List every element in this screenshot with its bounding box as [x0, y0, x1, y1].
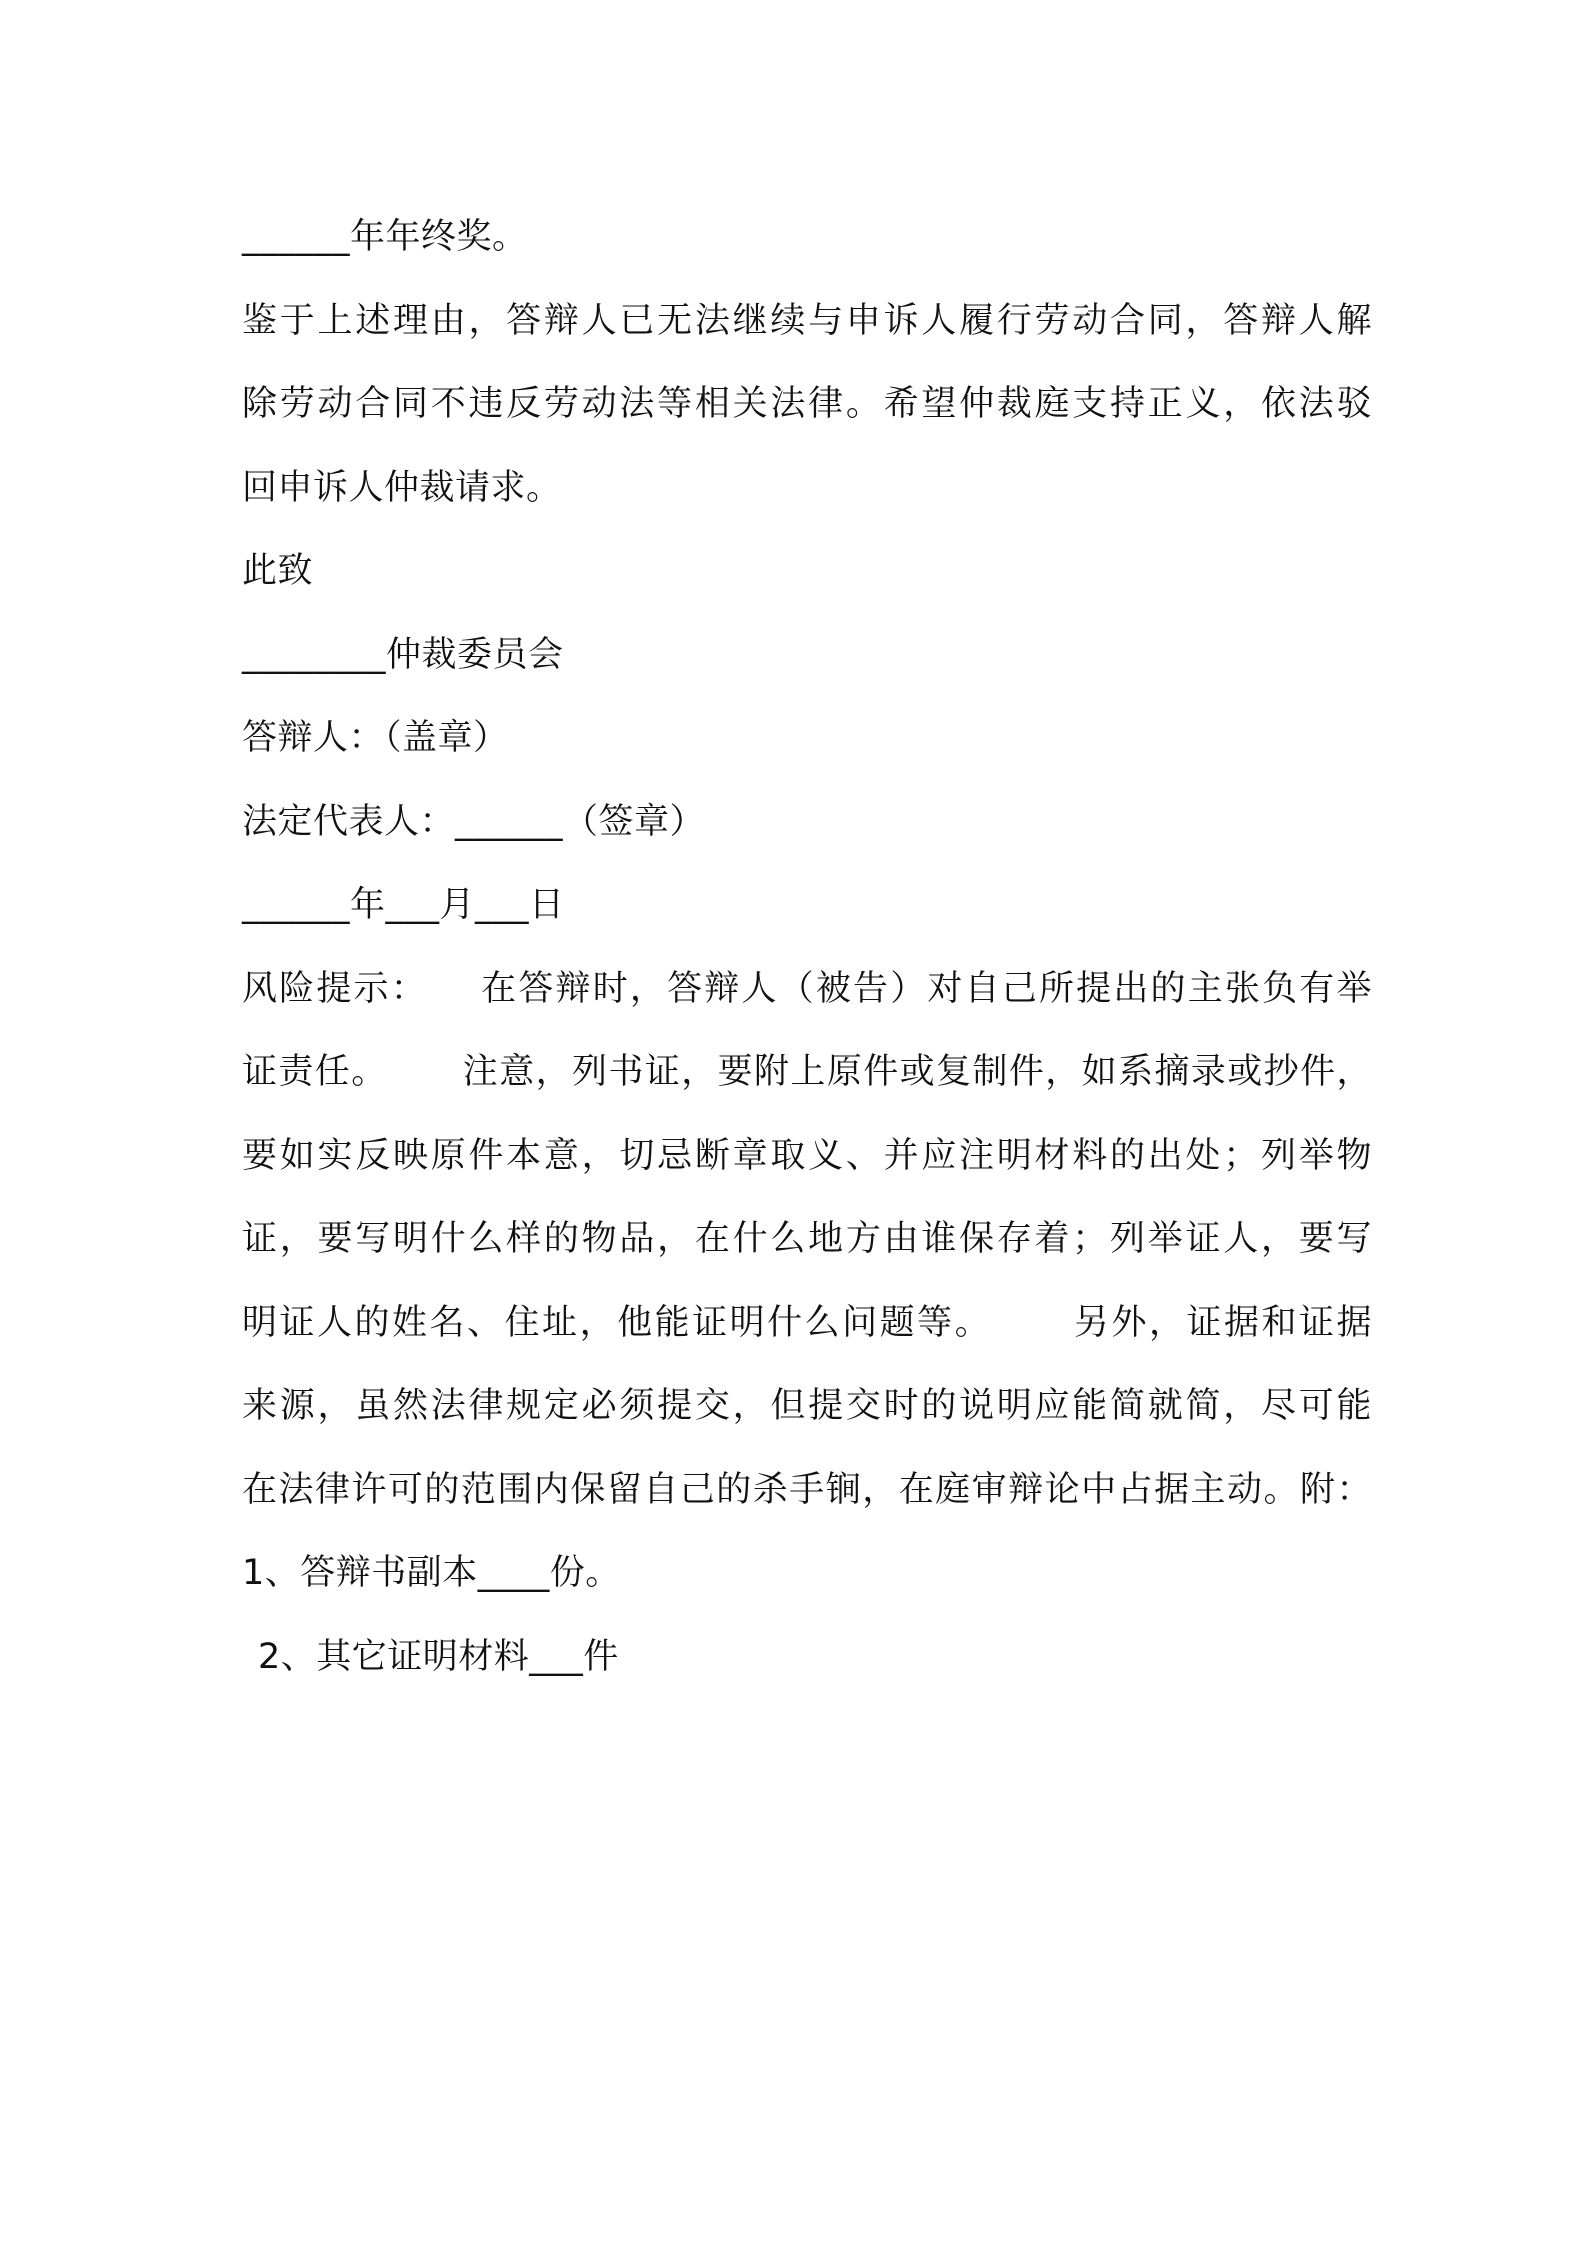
date-line: ______年___月___日	[242, 885, 565, 925]
attachment-item-1: 1、答辩书副本____份。	[242, 1553, 621, 1593]
risk-notice-line-2: 证责任。 注意，列书证，要附上原件或复制件，如系摘录或抄件，	[242, 1052, 1372, 1092]
reason-paragraph-line-2: 除劳动合同不违反劳动法等相关法律。希望仲裁庭支持正义，依法驳	[242, 384, 1372, 424]
attachment-item-2: 2、其它证明材料___件	[258, 1636, 619, 1677]
risk-notice-line-5: 明证人的姓名、住址，他能证明什么问题等。 另外，证据和证据	[242, 1302, 1372, 1343]
respondent-seal-line: 答辩人：（盖章）	[242, 718, 509, 758]
recipient-committee: ________仲裁委员会	[242, 634, 564, 675]
risk-notice-line-7: 在法律许可的范围内保留自己的杀手锏，在庭审辩论中占据主动。附：	[242, 1469, 1372, 1510]
risk-notice-line-1: 风险提示： 在答辩时，答辩人（被告）对自己所提出的主张负有举	[242, 968, 1372, 1009]
salutation: 此致	[242, 551, 314, 591]
risk-notice-line-6: 来源，虽然法律规定必须提交，但提交时的说明应能简就简，尽可能	[242, 1386, 1372, 1426]
reason-paragraph-line-1: 鉴于上述理由，答辩人已无法继续与申诉人履行劳动合同，答辩人解	[242, 300, 1372, 341]
document-body	[242, 196, 1372, 1699]
legal-representative-line: 法定代表人：______（签章）	[242, 801, 706, 842]
risk-notice-line-3: 要如实反映原件本意，切忌断章取义、并应注明材料的出处；列举物	[242, 1135, 1372, 1176]
risk-notice-line-4: 证，要写明什么样的物品，在什么地方由谁保存着；列举证人，要写	[242, 1219, 1372, 1259]
reason-paragraph-line-3: 回申诉人仲裁请求。	[242, 467, 562, 508]
year-end-bonus-line: ______年年终奖。	[242, 217, 528, 257]
